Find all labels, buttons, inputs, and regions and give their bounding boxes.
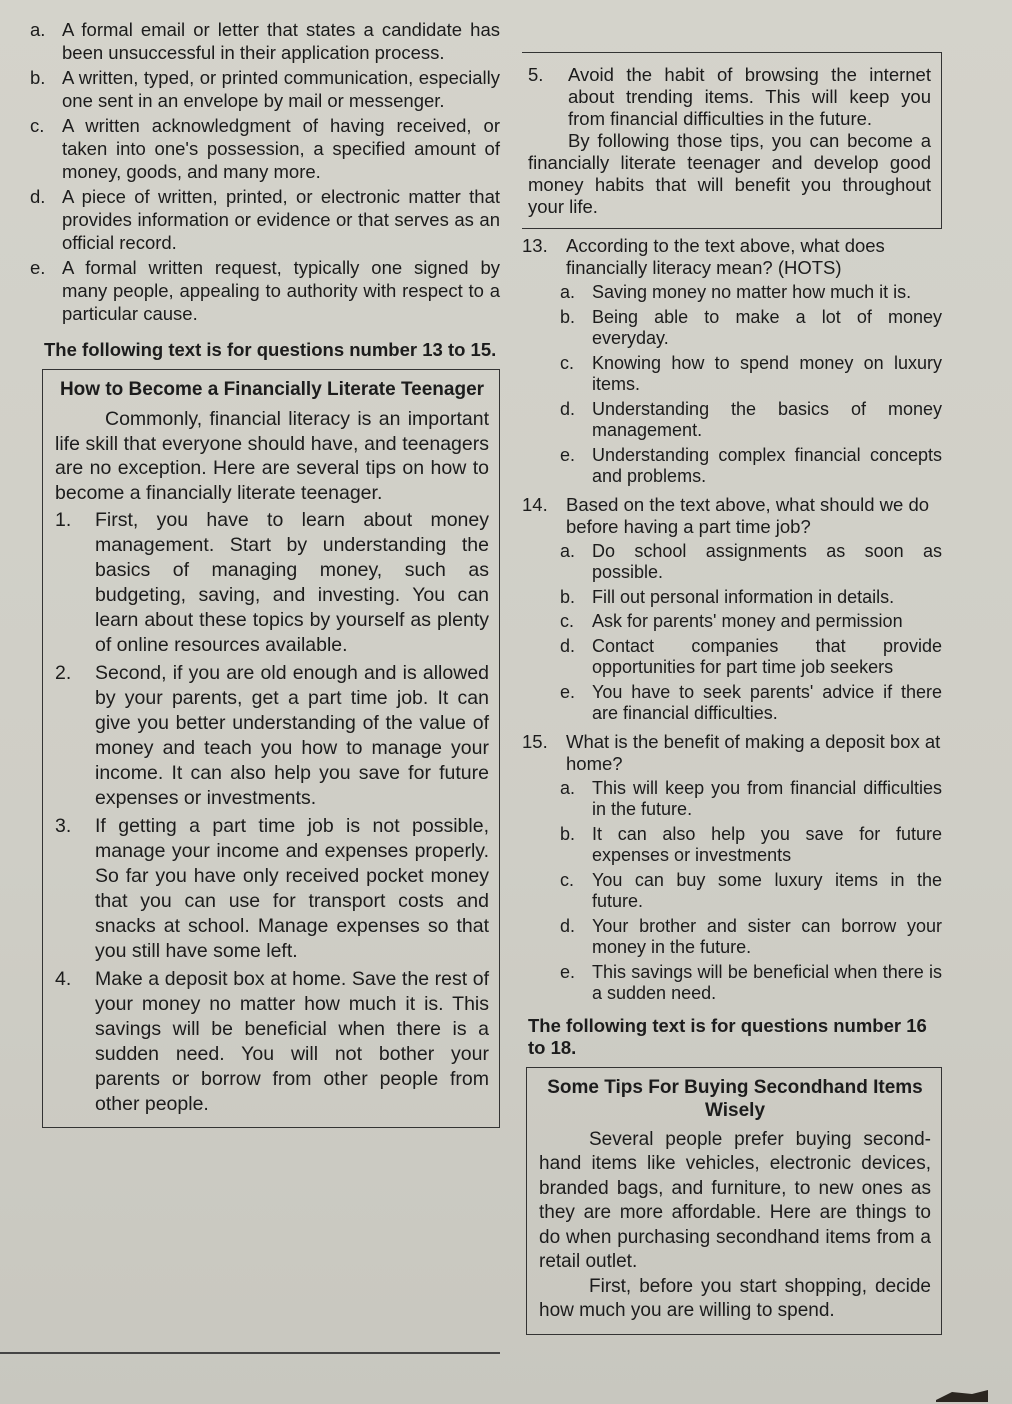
tip-item: 2. Second, if you are old enough and is allowed by your parents, get a part time job. It can give you better understanding of the value of money and teach you how to manage your income. It can also help you save for future expenses or investments. [55, 662, 489, 809]
answer-option[interactable]: d. Contact companies that provide opportunities for part time job seekers [560, 635, 942, 677]
question-options [560, 541, 942, 725]
answer-option[interactable]: a. Do school assignments as soon as possible. [560, 540, 942, 582]
reading-intro: Commonly, financial literacy is an important life skill that everyone should have, and teenagers are no exception. Here are several tips on how to become a financially literate teenager. [55, 408, 489, 504]
answer-option[interactable]: e. This savings will be beneficial when there is a sudden need. [560, 961, 942, 1003]
divider [0, 1352, 500, 1354]
question-15 [522, 731, 942, 1005]
question-options [560, 778, 942, 1005]
answer-option[interactable]: d. Your brother and sister can borrow your money in the future. [560, 915, 942, 957]
question-stem: 15. What is the benefit of making a deposit box at home? [522, 730, 941, 774]
tip-item: 5. Avoid the habit of browsing the internet about trending items. This will keep you from financial difficulties in the future. [528, 64, 931, 129]
answer-option[interactable]: e. You have to seek parents' advice if there are financial difficulties. [560, 681, 942, 723]
answer-option[interactable]: e. Understanding complex financial concepts and problems. [560, 444, 942, 486]
answer-option[interactable]: a. Saving money no matter how much it is. [560, 282, 912, 302]
section-lead-16-18: The following text is for questions number 16 to 18. [528, 1014, 927, 1058]
tip-item: 3. If getting a part time job is not possible, manage your income and expenses properly. So far you have only received pocket money that you can use for transport costs and snacks at school. Manage expenses so that you still have some left. [55, 815, 489, 962]
section-lead-13-15: The following text is for questions number 13 to 15. [44, 339, 497, 360]
answer-option[interactable]: b. Fill out personal information in details. [560, 586, 895, 607]
reading-text-box-continued [522, 52, 942, 229]
reading-paragraph: Several people prefer buying second-hand items like vehicles, electronic devices, branded bags, and furniture, to new ones as they are more affordable. Here are things to do when purchasing secondhand items from a retail outlet. [539, 1128, 931, 1272]
list-item: d. A piece of written, printed, or electronic matter that provides information or evidence or that serves as an official record. [30, 186, 500, 253]
answer-option[interactable]: b. Being able to make a lot of money everyday. [560, 306, 942, 348]
answer-option[interactable]: d. Understanding the basics of money management. [560, 398, 942, 440]
list-item: c. A written acknowledgment of having received, or taken into one's possession, a specified amount of money, goods, and many more. [30, 115, 500, 182]
reading-closing: By following those tips, you can become a financially literate teenager and develop good money habits that will benefit you throughout your life. [528, 130, 931, 217]
list-item: e. A formal written request, typically one signed by many people, appealing to authority with respect to a particular cause. [30, 257, 500, 324]
question-stem: 14. Based on the text above, what should we do before having a part time job? [522, 493, 930, 537]
answer-option[interactable]: c. You can buy some luxury items in the future. [560, 869, 942, 911]
question-options [560, 282, 942, 488]
list-item: a. A formal email or letter that states a candidate has been unsuccessful in their application process. [30, 19, 500, 63]
reading-text-box-2 [526, 1067, 942, 1335]
question-stem: 13. According to the text above, what does financially literacy mean? (HOTS) [522, 235, 885, 278]
question-14 [522, 494, 942, 725]
answer-option[interactable]: b. It can also help you save for future expenses or investments [560, 823, 942, 865]
right-column [522, 52, 942, 1335]
pen-tip-icon [932, 1386, 992, 1404]
list-item: b. A written, typed, or printed communication, especially one sent in an envelope by mail or messenger. [30, 67, 500, 111]
reading-paragraph: First, before you start shopping, decide how much you are willing to spend. [539, 1275, 931, 1321]
tip-item: 1. First, you have to learn about money management. Start by understanding the basics of managing money, such as budgeting, saving, and investing. You can learn about these topics by yourself as plenty of online resources available. [55, 509, 489, 656]
answer-option[interactable]: c. Knowing how to spend money on luxury items. [560, 352, 942, 394]
reading-text-box [42, 369, 500, 1128]
question-13 [522, 235, 942, 488]
tip-item: 4. Make a deposit box at home. Save the rest of your money no matter how much it is. This savings will be beneficial when there is a sudden need. You will not bother your parents or borrow from other people from other people. [55, 968, 489, 1115]
left-column [30, 18, 500, 1128]
answer-option[interactable]: c. Ask for parents' money and permission [560, 611, 903, 631]
answer-options-list [30, 18, 500, 325]
reading-title: How to Become a Financially Literate Teenager [59, 379, 485, 400]
reading-title-2: Some Tips For Buying Secondhand Items Wisely [547, 1076, 923, 1121]
answer-option[interactable]: a. This will keep you from financial difficulties in the future. [560, 777, 942, 819]
